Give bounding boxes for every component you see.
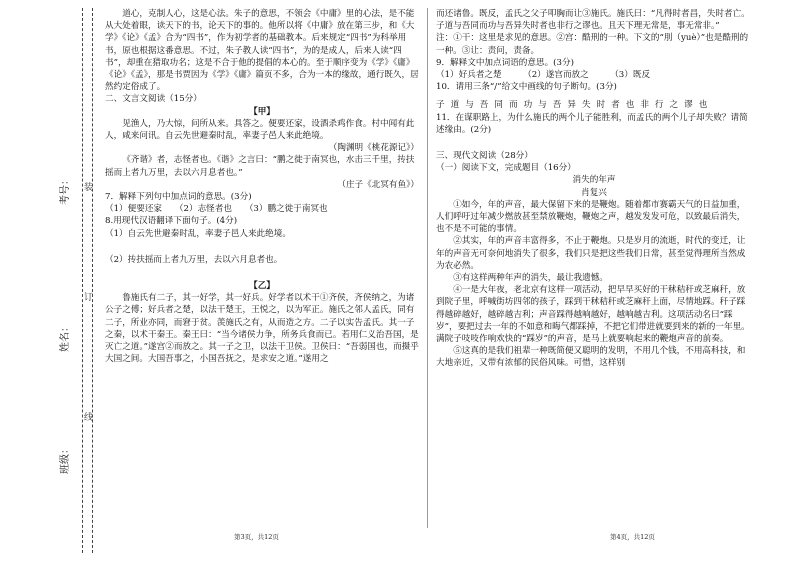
binding-margin	[0, 0, 110, 561]
exam-no-label: 考号：	[60, 175, 71, 205]
question-7: 7．解释下列句中加点词的意思。(3分)	[105, 192, 252, 203]
question-7-items: （1）便要还家 （2）志怪者也 （3）鹏之徙于南冥也	[105, 204, 328, 215]
binding-line-outer	[82, 8, 83, 553]
binding-line-inner	[92, 8, 93, 553]
article-title: 消失的年声	[572, 175, 616, 186]
section-modern-title: 三、现代文阅读（28分）	[436, 151, 533, 162]
article-paragraph-3: ③有这样两种年声的消失，最让我遗憾。	[453, 273, 608, 284]
section-classical-title: 二、文言文阅读（15分）	[105, 94, 202, 105]
subsection-1-title: （一）阅读下文，完成题目（16分）	[436, 163, 576, 174]
article-author: 肖复兴	[581, 187, 607, 198]
passage-jia-text-2: 《齐谐》者，志怪者也。《谐》之言曰：“鹏之徙于南冥也，水击三千里，抟扶摇而上者九万里，去以六月息者也。”	[105, 155, 415, 178]
question-8: 8.用现代汉语翻译下面句子。(4分)	[105, 216, 238, 227]
answer-space	[105, 240, 419, 254]
page-footer-left: 第3页，共12页	[234, 533, 279, 541]
answer-space	[436, 136, 752, 150]
question-10-sentence: 子道与吾同而功与吾异失时者也非行之谬也	[436, 100, 714, 111]
binding-char-ding: 订	[84, 293, 94, 303]
passage-jia-text-1: 见渔人，乃大惊，问所从来。具答之。便要还家，设酒杀鸡作食。村中闻有此人，咸来问讯。自云先世避秦时乱，率妻子邑人来此绝境。	[105, 118, 415, 142]
passage-yi-text: 鲁施氏有二子，其一好学，其一好兵。好学者以术干①齐侯，齐侯纳之，为诸公子之傅；好兵者之楚，以法干楚王，王悦之，以为军正。施氏之邻人孟氏，同有二子，所业亦同，而窘于贫。羡施氏之有，从而造之方。二子以实告孟氏。其一子之秦，以术干秦王。秦王曰：“当今诸侯力争，所务兵食而已。若用仁义治吾国，是灭亡之道。”遂宫②而放之。其一子之卫，以法干卫侯。卫侯曰：“吾弱国也，而摄乎大国之间。大国吾事之，小国吾抚之，是求安之道。”遂用之	[105, 293, 419, 365]
left-column	[105, 8, 419, 365]
article-paragraph-1: ①如今，年的声音，最大保留下来的是鞭炮。随着都市赛霸天气的日益加重，人们呼吁过年减少燃放甚至禁放鞭炮，鞭炮之声，越发发发可危，以致最后消失，也不是不可能的事情。	[436, 199, 746, 235]
passage-notes: 注：①干：这里是求见的意思。②宫：酷刑的一种。下文的“刖（yuè）”也是酷刑的一种。③让：责问，责备。	[436, 33, 749, 56]
article-paragraph-2: ②其实，年的声音丰富得多，不止于鞭炮。只是岁月的流逝，时代的变迁，让年的声音无可奈何地消失了很多，我们只是把这些我们日常，甚至觉得理所当然成为农必然。	[436, 236, 746, 271]
column-separator	[427, 8, 428, 528]
binding-char-zhuang: 装	[84, 183, 94, 193]
answer-space	[105, 266, 419, 280]
passage-jia-source-1: （陶渊明《桃花源记》）	[328, 143, 419, 154]
binding-char-xian: 线	[84, 413, 94, 423]
passage-jia-source-2: （庄子《北冥有鱼》）	[337, 179, 419, 190]
name-label: 姓名：	[60, 322, 71, 352]
question-8-2: （2）抟扶摇而上者九万里，去以六月息者也。	[105, 254, 283, 265]
class-label: 班级：	[60, 444, 71, 474]
passage-yi-continued: 而还诸鲁。既反，孟氏之父子叩胸而让③施氏。施氏曰：“凡得时者昌，失时者亡。子道与吾同而功与吾异失时者也非行之谬也。且天下理无常是，事无常非。”	[436, 9, 750, 32]
passage-jia-title: 【甲】	[249, 106, 275, 117]
essay-paragraph: 道心，克制人心，这是心法。朱子的意思，不领会《中庸》里的心法，是不能从大处着眼，读天下的书，论天下的事的。他所以将《中庸》放在第三步，和《大学》《论》《孟》合为“四书”，作为初学者的基础教本。后来规定“四书”为科举用书，原也根据这番意思。不过，朱子教人读“四书”，为的是成人，后来人读“四书”，却重在猎取功名；这是不合于他的提倡的本心的。至于顺序变为《学》《庸》《论》《孟》，那是书贾因为《学》《庸》篇页不多，合为一本的缘故，通行既久，居然约定俗成了。	[105, 9, 419, 93]
article-paragraph-5: ⑤这真的是我们祖辈一种既简便又聪明的发明，不用几个钱，不用高科技，和大地亲近，又带有浓郁的民俗风味。可惜，这样别	[436, 346, 746, 369]
article-paragraph-4: ④一是大年夜，老北京有这样一项活动，把早早买好的干秫秸秆或芝麻秆，放到院子里，呼喊街坊四邻的孩子，踩到干秫秸秆或芝麻秆上面，尽情地踩。秆子踩得越碎越好，越碎越吉利；声音踩得越响越好，越响越吉利。这项活动名曰“踩岁”，要把过去一年的不如意和晦气都踩掉，不把它们带进就要到来的新的一年里。满院子吱吱作响欢快的“踩岁”的声音，是马上就要响起来的鞭炮声音的前奏。	[436, 285, 750, 345]
question-11: 11．在谋职路上，为什么施氏的两个儿子能胜利，而孟氏的两个儿子却失败？请简述缘由。(2分)	[436, 112, 748, 135]
question-8-1: （1）自云先世避秦时乱，率妻子邑人来此绝境。	[105, 228, 291, 239]
passage-yi-title: 【乙】	[249, 281, 275, 292]
page-footer-right: 第4页，共12页	[610, 533, 655, 541]
question-9: 9．解释文中加点词语的意思。(3分)	[436, 57, 574, 68]
right-column	[436, 8, 752, 370]
question-10: 10．请用三条“/”给文中画线的句子断句。(3分)	[436, 82, 617, 93]
question-9-items: （1）好兵者之楚 （2）遂宫而放之 （3）既反	[436, 70, 651, 81]
